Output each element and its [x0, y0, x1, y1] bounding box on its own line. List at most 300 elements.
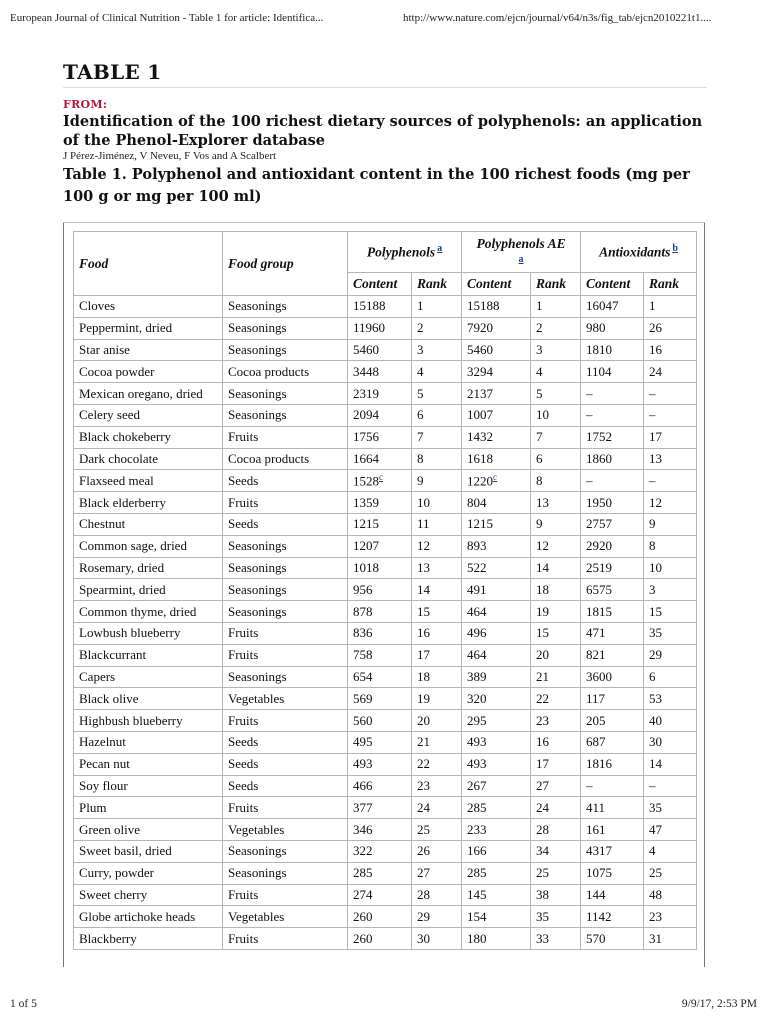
cell-polyphenols-rank: 1: [412, 296, 462, 318]
cell-food: Rosemary, dried: [74, 557, 223, 579]
table-row: [74, 622, 697, 644]
cell-food: Star anise: [74, 339, 223, 361]
cell-polyphenols-ae-content: 1220$^c$: [462, 470, 531, 492]
cell-polyphenols-ae-content: 464: [462, 644, 531, 666]
cell-polyphenols-content: 560: [348, 710, 412, 732]
footnote-a-link[interactable]: a: [518, 254, 524, 265]
cell-polyphenols-rank: 15: [412, 601, 462, 623]
cell-polyphenols-content: 956: [348, 579, 412, 601]
cell-food-group: Cocoa products: [223, 361, 348, 383]
cell-polyphenols-rank: 12: [412, 535, 462, 557]
cell-antioxidants-content: 16047: [581, 296, 644, 318]
cell-polyphenols-ae-rank: 34: [531, 840, 581, 862]
table-row: [74, 928, 697, 950]
cell-polyphenols-content: 1215: [348, 513, 412, 535]
cell-polyphenols-content: 346: [348, 819, 412, 841]
cell-polyphenols-content: 836: [348, 622, 412, 644]
cell-antioxidants-rank: 10: [644, 557, 697, 579]
cell-antioxidants-content: 2757: [581, 513, 644, 535]
cell-food-group: Fruits: [223, 426, 348, 448]
cell-polyphenols-rank: 23: [412, 775, 462, 797]
cell-food-group: Seasonings: [223, 862, 348, 884]
table-row: [74, 404, 697, 426]
cell-antioxidants-content: 570: [581, 928, 644, 950]
cell-polyphenols-ae-content: 267: [462, 775, 531, 797]
cell-food-group: Seasonings: [223, 840, 348, 862]
polyphenol-table: [73, 231, 697, 950]
cell-polyphenols-ae-content: 5460: [462, 339, 531, 361]
table-row: [74, 906, 697, 928]
cell-antioxidants-rank: 13: [644, 448, 697, 470]
cell-antioxidants-content: 6575: [581, 579, 644, 601]
cell-food: Hazelnut: [74, 731, 223, 753]
cell-food: Blackcurrant: [74, 644, 223, 666]
cell-antioxidants-content: 1816: [581, 753, 644, 775]
cell-antioxidants-content: 3600: [581, 666, 644, 688]
cell-polyphenols-rank: 21: [412, 731, 462, 753]
cell-antioxidants-rank: 23: [644, 906, 697, 928]
cell-polyphenols-rank: 11: [412, 513, 462, 535]
cell-polyphenols-ae-content: 7920: [462, 317, 531, 339]
cell-polyphenols-content: 495: [348, 731, 412, 753]
cell-food-group: Fruits: [223, 622, 348, 644]
cell-antioxidants-rank: 53: [644, 688, 697, 710]
cell-antioxidants-content: 471: [581, 622, 644, 644]
cell-food-group: Seasonings: [223, 579, 348, 601]
cell-polyphenols-rank: 7: [412, 426, 462, 448]
cell-antioxidants-content: 821: [581, 644, 644, 666]
cell-antioxidants-content: 1950: [581, 492, 644, 514]
cell-food-group: Fruits: [223, 928, 348, 950]
cell-polyphenols-ae-rank: 17: [531, 753, 581, 775]
cell-polyphenols-rank: 13: [412, 557, 462, 579]
cell-polyphenols-ae-content: 893: [462, 535, 531, 557]
cell-polyphenols-ae-rank: 18: [531, 579, 581, 601]
cell-polyphenols-ae-rank: 28: [531, 819, 581, 841]
cell-antioxidants-content: 161: [581, 819, 644, 841]
cell-polyphenols-ae-rank: 6: [531, 448, 581, 470]
cell-polyphenols-rank: 20: [412, 710, 462, 732]
cell-polyphenols-content: 1207: [348, 535, 412, 557]
table-row: [74, 470, 697, 492]
from-label: FROM:: [63, 98, 108, 111]
cell-food: Celery seed: [74, 404, 223, 426]
cell-polyphenols-ae-content: 285: [462, 862, 531, 884]
table-body: [74, 296, 697, 950]
cell-antioxidants-rank: –: [644, 383, 697, 405]
cell-antioxidants-rank: 3: [644, 579, 697, 601]
cell-polyphenols-ae-rank: 24: [531, 797, 581, 819]
table-top-border: [63, 222, 705, 223]
cell-antioxidants-rank: 6: [644, 666, 697, 688]
table-row: [74, 448, 697, 470]
cell-polyphenols-content: 569: [348, 688, 412, 710]
header-polyphenols-ae: Polyphenols AE a: [462, 232, 581, 273]
table-row: [74, 840, 697, 862]
cell-antioxidants-content: 687: [581, 731, 644, 753]
cell-antioxidants-content: 1815: [581, 601, 644, 623]
table-row: [74, 710, 697, 732]
cell-polyphenols-content: 285: [348, 862, 412, 884]
cell-antioxidants-rank: 48: [644, 884, 697, 906]
header-antioxidants: Antioxidants $^b$: [581, 232, 697, 273]
table-row: [74, 426, 697, 448]
cell-polyphenols-ae-rank: 16: [531, 731, 581, 753]
table-caption: Table 1. Polyphenol and antioxidant content in the 100 richest foods (mg per 100 g or mg per 100 ml): [63, 166, 690, 205]
cell-food: Mexican oregano, dried: [74, 383, 223, 405]
footnote-a-link[interactable]: a: [437, 243, 443, 255]
cell-antioxidants-content: –: [581, 404, 644, 426]
cell-polyphenols-ae-rank: 10: [531, 404, 581, 426]
cell-polyphenols-ae-content: 15188: [462, 296, 531, 318]
cell-food: Curry, powder: [74, 862, 223, 884]
cell-food-group: Seasonings: [223, 296, 348, 318]
cell-polyphenols-rank: 30: [412, 928, 462, 950]
cell-polyphenols-ae-content: 493: [462, 731, 531, 753]
table-row: [74, 361, 697, 383]
cell-food-group: Seeds: [223, 775, 348, 797]
footnote-c-link[interactable]: c: [379, 472, 383, 483]
cell-polyphenols-ae-content: 233: [462, 819, 531, 841]
cell-antioxidants-rank: 16: [644, 339, 697, 361]
cell-polyphenols-ae-rank: 14: [531, 557, 581, 579]
cell-polyphenols-content: 15188: [348, 296, 412, 318]
table-row: [74, 666, 697, 688]
cell-polyphenols-ae-content: 804: [462, 492, 531, 514]
cell-polyphenols-rank: 16: [412, 622, 462, 644]
cell-polyphenols-content: 493: [348, 753, 412, 775]
cell-antioxidants-content: 1142: [581, 906, 644, 928]
cell-food: Highbush blueberry: [74, 710, 223, 732]
cell-polyphenols-ae-rank: 25: [531, 862, 581, 884]
header-content: Content: [462, 273, 531, 296]
cell-polyphenols-ae-rank: 23: [531, 710, 581, 732]
cell-polyphenols-ae-rank: 4: [531, 361, 581, 383]
cell-polyphenols-content: 1528$^c$: [348, 470, 412, 492]
cell-antioxidants-content: 4317: [581, 840, 644, 862]
header-polyphenols: Polyphenols $^a$: [348, 232, 462, 273]
cell-polyphenols-rank: 24: [412, 797, 462, 819]
table-row: [74, 492, 697, 514]
cell-food: Blackberry: [74, 928, 223, 950]
cell-antioxidants-content: 205: [581, 710, 644, 732]
cell-polyphenols-ae-content: 2137: [462, 383, 531, 405]
cell-polyphenols-ae-rank: 12: [531, 535, 581, 557]
cell-antioxidants-rank: 35: [644, 622, 697, 644]
cell-polyphenols-rank: 8: [412, 448, 462, 470]
cell-polyphenols-ae-content: 522: [462, 557, 531, 579]
cell-antioxidants-content: 1810: [581, 339, 644, 361]
table-row: [74, 819, 697, 841]
table-row: [74, 339, 697, 361]
cell-antioxidants-content: 1104: [581, 361, 644, 383]
cell-polyphenols-ae-rank: 20: [531, 644, 581, 666]
page-number: 1 of 5: [10, 998, 37, 1010]
cell-food: Flaxseed meal: [74, 470, 223, 492]
cell-polyphenols-content: 11960: [348, 317, 412, 339]
cell-food: Black elderberry: [74, 492, 223, 514]
cell-food: Black olive: [74, 688, 223, 710]
cell-polyphenols-ae-content: 493: [462, 753, 531, 775]
cell-polyphenols-ae-rank: 8: [531, 470, 581, 492]
print-header-url: http://www.nature.com/ejcn/journal/v64/n3s/fig_tab/ejcn2010221t1....: [403, 12, 712, 24]
cell-polyphenols-rank: 17: [412, 644, 462, 666]
cell-food: Dark chocolate: [74, 448, 223, 470]
cell-food: Lowbush blueberry: [74, 622, 223, 644]
table-row: [74, 797, 697, 819]
print-footer: [0, 996, 768, 1016]
cell-food: Spearmint, dried: [74, 579, 223, 601]
cell-polyphenols-ae-content: 1432: [462, 426, 531, 448]
cell-food: Sweet basil, dried: [74, 840, 223, 862]
table-row: [74, 383, 697, 405]
cell-polyphenols-ae-rank: 15: [531, 622, 581, 644]
cell-antioxidants-content: –: [581, 470, 644, 492]
cell-food-group: Fruits: [223, 644, 348, 666]
cell-antioxidants-rank: –: [644, 470, 697, 492]
cell-antioxidants-content: 2920: [581, 535, 644, 557]
cell-polyphenols-ae-rank: 5: [531, 383, 581, 405]
cell-antioxidants-rank: 4: [644, 840, 697, 862]
table-row: [74, 513, 697, 535]
table-row: [74, 535, 697, 557]
cell-food-group: Seeds: [223, 731, 348, 753]
cell-food-group: Vegetables: [223, 906, 348, 928]
cell-food-group: Vegetables: [223, 688, 348, 710]
cell-polyphenols-content: 260: [348, 928, 412, 950]
cell-food-group: Seeds: [223, 470, 348, 492]
cell-polyphenols-ae-rank: 33: [531, 928, 581, 950]
cell-food: Cocoa powder: [74, 361, 223, 383]
cell-polyphenols-ae-content: 389: [462, 666, 531, 688]
cell-polyphenols-ae-content: 496: [462, 622, 531, 644]
table-row: [74, 296, 697, 318]
cell-polyphenols-ae-content: 491: [462, 579, 531, 601]
header-content: Content: [348, 273, 412, 296]
cell-antioxidants-rank: 30: [644, 731, 697, 753]
article-title-link[interactable]: Identification of the 100 richest dietary sources of polyphenols: an application of the Phenol-Explorer database: [63, 113, 703, 149]
header-food-group: Food group: [223, 232, 348, 296]
cell-polyphenols-ae-rank: 35: [531, 906, 581, 928]
cell-food: Chestnut: [74, 513, 223, 535]
authors: J Pérez-Jiménez, V Neveu, F Vos and A Scalbert: [63, 150, 277, 162]
cell-antioxidants-rank: 17: [644, 426, 697, 448]
cell-polyphenols-ae-content: 154: [462, 906, 531, 928]
cell-polyphenols-ae-rank: 3: [531, 339, 581, 361]
cell-food: Soy flour: [74, 775, 223, 797]
cell-polyphenols-content: 758: [348, 644, 412, 666]
cell-food-group: Seasonings: [223, 339, 348, 361]
cell-polyphenols-ae-content: 295: [462, 710, 531, 732]
cell-polyphenols-content: 260: [348, 906, 412, 928]
cell-food: Sweet cherry: [74, 884, 223, 906]
cell-polyphenols-content: 322: [348, 840, 412, 862]
cell-food: Pecan nut: [74, 753, 223, 775]
cell-antioxidants-rank: 8: [644, 535, 697, 557]
cell-polyphenols-ae-content: 1215: [462, 513, 531, 535]
cell-polyphenols-ae-rank: 19: [531, 601, 581, 623]
cell-polyphenols-content: 654: [348, 666, 412, 688]
cell-polyphenols-content: 1756: [348, 426, 412, 448]
cell-polyphenols-ae-rank: 22: [531, 688, 581, 710]
cell-polyphenols-rank: 6: [412, 404, 462, 426]
cell-polyphenols-content: 1359: [348, 492, 412, 514]
cell-polyphenols-content: 466: [348, 775, 412, 797]
page-title: TABLE 1: [63, 60, 162, 84]
cell-polyphenols-rank: 22: [412, 753, 462, 775]
cell-polyphenols-ae-content: 166: [462, 840, 531, 862]
cell-polyphenols-content: 3448: [348, 361, 412, 383]
cell-food-group: Vegetables: [223, 819, 348, 841]
cell-food-group: Seasonings: [223, 666, 348, 688]
cell-polyphenols-rank: 10: [412, 492, 462, 514]
cell-polyphenols-rank: 27: [412, 862, 462, 884]
cell-antioxidants-content: 1075: [581, 862, 644, 884]
cell-polyphenols-ae-rank: 27: [531, 775, 581, 797]
cell-food: Black chokeberry: [74, 426, 223, 448]
cell-polyphenols-ae-content: 320: [462, 688, 531, 710]
cell-antioxidants-rank: 26: [644, 317, 697, 339]
header-rank: Rank: [644, 273, 697, 296]
cell-food-group: Fruits: [223, 710, 348, 732]
cell-polyphenols-rank: 18: [412, 666, 462, 688]
cell-food: Common sage, dried: [74, 535, 223, 557]
cell-antioxidants-rank: 9: [644, 513, 697, 535]
cell-polyphenols-content: 377: [348, 797, 412, 819]
cell-antioxidants-content: 144: [581, 884, 644, 906]
cell-polyphenols-content: 878: [348, 601, 412, 623]
cell-polyphenols-ae-content: 464: [462, 601, 531, 623]
cell-polyphenols-content: 5460: [348, 339, 412, 361]
table-row: [74, 775, 697, 797]
cell-polyphenols-content: 2319: [348, 383, 412, 405]
cell-polyphenols-rank: 26: [412, 840, 462, 862]
cell-polyphenols-rank: 29: [412, 906, 462, 928]
table-row: [74, 557, 697, 579]
cell-antioxidants-rank: –: [644, 775, 697, 797]
cell-polyphenols-content: 1018: [348, 557, 412, 579]
cell-antioxidants-rank: 35: [644, 797, 697, 819]
cell-polyphenols-rank: 4: [412, 361, 462, 383]
cell-antioxidants-rank: 1: [644, 296, 697, 318]
header-rank: Rank: [412, 273, 462, 296]
cell-polyphenols-ae-content: 1007: [462, 404, 531, 426]
cell-food-group: Seasonings: [223, 601, 348, 623]
cell-polyphenols-content: 2094: [348, 404, 412, 426]
cell-polyphenols-rank: 5: [412, 383, 462, 405]
cell-antioxidants-rank: 40: [644, 710, 697, 732]
cell-food-group: Seasonings: [223, 317, 348, 339]
print-date: 9/9/17, 2:53 PM: [681, 998, 757, 1010]
print-header: [0, 0, 768, 34]
cell-food-group: Seeds: [223, 753, 348, 775]
footnote-b-link[interactable]: b: [672, 243, 678, 255]
cell-polyphenols-rank: 14: [412, 579, 462, 601]
cell-polyphenols-ae-rank: 21: [531, 666, 581, 688]
table-row: [74, 753, 697, 775]
cell-antioxidants-content: 117: [581, 688, 644, 710]
cell-antioxidants-content: –: [581, 383, 644, 405]
cell-antioxidants-rank: –: [644, 404, 697, 426]
cell-polyphenols-ae-rank: 13: [531, 492, 581, 514]
cell-antioxidants-content: 1860: [581, 448, 644, 470]
cell-food: Cloves: [74, 296, 223, 318]
cell-antioxidants-content: –: [581, 775, 644, 797]
header-food: Food: [74, 232, 223, 296]
cell-antioxidants-rank: 47: [644, 819, 697, 841]
cell-antioxidants-rank: 12: [644, 492, 697, 514]
cell-polyphenols-ae-content: 285: [462, 797, 531, 819]
table-row: [74, 601, 697, 623]
cell-antioxidants-rank: 15: [644, 601, 697, 623]
cell-food-group: Fruits: [223, 492, 348, 514]
cell-food: Plum: [74, 797, 223, 819]
cell-polyphenols-rank: 9: [412, 470, 462, 492]
cell-food: Common thyme, dried: [74, 601, 223, 623]
cell-food-group: Seasonings: [223, 404, 348, 426]
cell-polyphenols-rank: 28: [412, 884, 462, 906]
cell-polyphenols-rank: 3: [412, 339, 462, 361]
table-row: [74, 579, 697, 601]
cell-polyphenols-content: 1664: [348, 448, 412, 470]
header-rank: Rank: [531, 273, 581, 296]
cell-polyphenols-content: 274: [348, 884, 412, 906]
print-header-title: European Journal of Clinical Nutrition - Table 1 for article: Identifica...: [10, 12, 324, 24]
cell-food: Capers: [74, 666, 223, 688]
cell-food-group: Seasonings: [223, 557, 348, 579]
cell-food-group: Seasonings: [223, 535, 348, 557]
table-row: [74, 644, 697, 666]
cell-food-group: Seeds: [223, 513, 348, 535]
cell-food: Globe artichoke heads: [74, 906, 223, 928]
cell-antioxidants-content: 980: [581, 317, 644, 339]
cell-antioxidants-rank: 24: [644, 361, 697, 383]
cell-food-group: Cocoa products: [223, 448, 348, 470]
cell-polyphenols-ae-rank: 38: [531, 884, 581, 906]
cell-food-group: Fruits: [223, 797, 348, 819]
cell-antioxidants-rank: 14: [644, 753, 697, 775]
cell-food-group: Seasonings: [223, 383, 348, 405]
footnote-c-link[interactable]: c: [493, 472, 498, 483]
cell-antioxidants-rank: 25: [644, 862, 697, 884]
cell-food: Peppermint, dried: [74, 317, 223, 339]
cell-antioxidants-content: 1752: [581, 426, 644, 448]
header-content: Content: [581, 273, 644, 296]
cell-polyphenols-ae-rank: 9: [531, 513, 581, 535]
cell-polyphenols-ae-rank: 2: [531, 317, 581, 339]
cell-food: Green olive: [74, 819, 223, 841]
table-row: [74, 731, 697, 753]
cell-polyphenols-ae-rank: 1: [531, 296, 581, 318]
cell-antioxidants-rank: 29: [644, 644, 697, 666]
table-row: [74, 862, 697, 884]
cell-food-group: Fruits: [223, 884, 348, 906]
cell-polyphenols-rank: 25: [412, 819, 462, 841]
cell-antioxidants-rank: 31: [644, 928, 697, 950]
cell-polyphenols-rank: 19: [412, 688, 462, 710]
cell-polyphenols-ae-rank: 7: [531, 426, 581, 448]
cell-antioxidants-content: 2519: [581, 557, 644, 579]
cell-polyphenols-ae-content: 3294: [462, 361, 531, 383]
table-row: [74, 884, 697, 906]
title-divider: [63, 87, 707, 88]
cell-polyphenols-ae-content: 1618: [462, 448, 531, 470]
table-row: [74, 688, 697, 710]
cell-polyphenols-ae-content: 180: [462, 928, 531, 950]
cell-polyphenols-ae-content: 145: [462, 884, 531, 906]
table-row: [74, 317, 697, 339]
cell-antioxidants-content: 411: [581, 797, 644, 819]
